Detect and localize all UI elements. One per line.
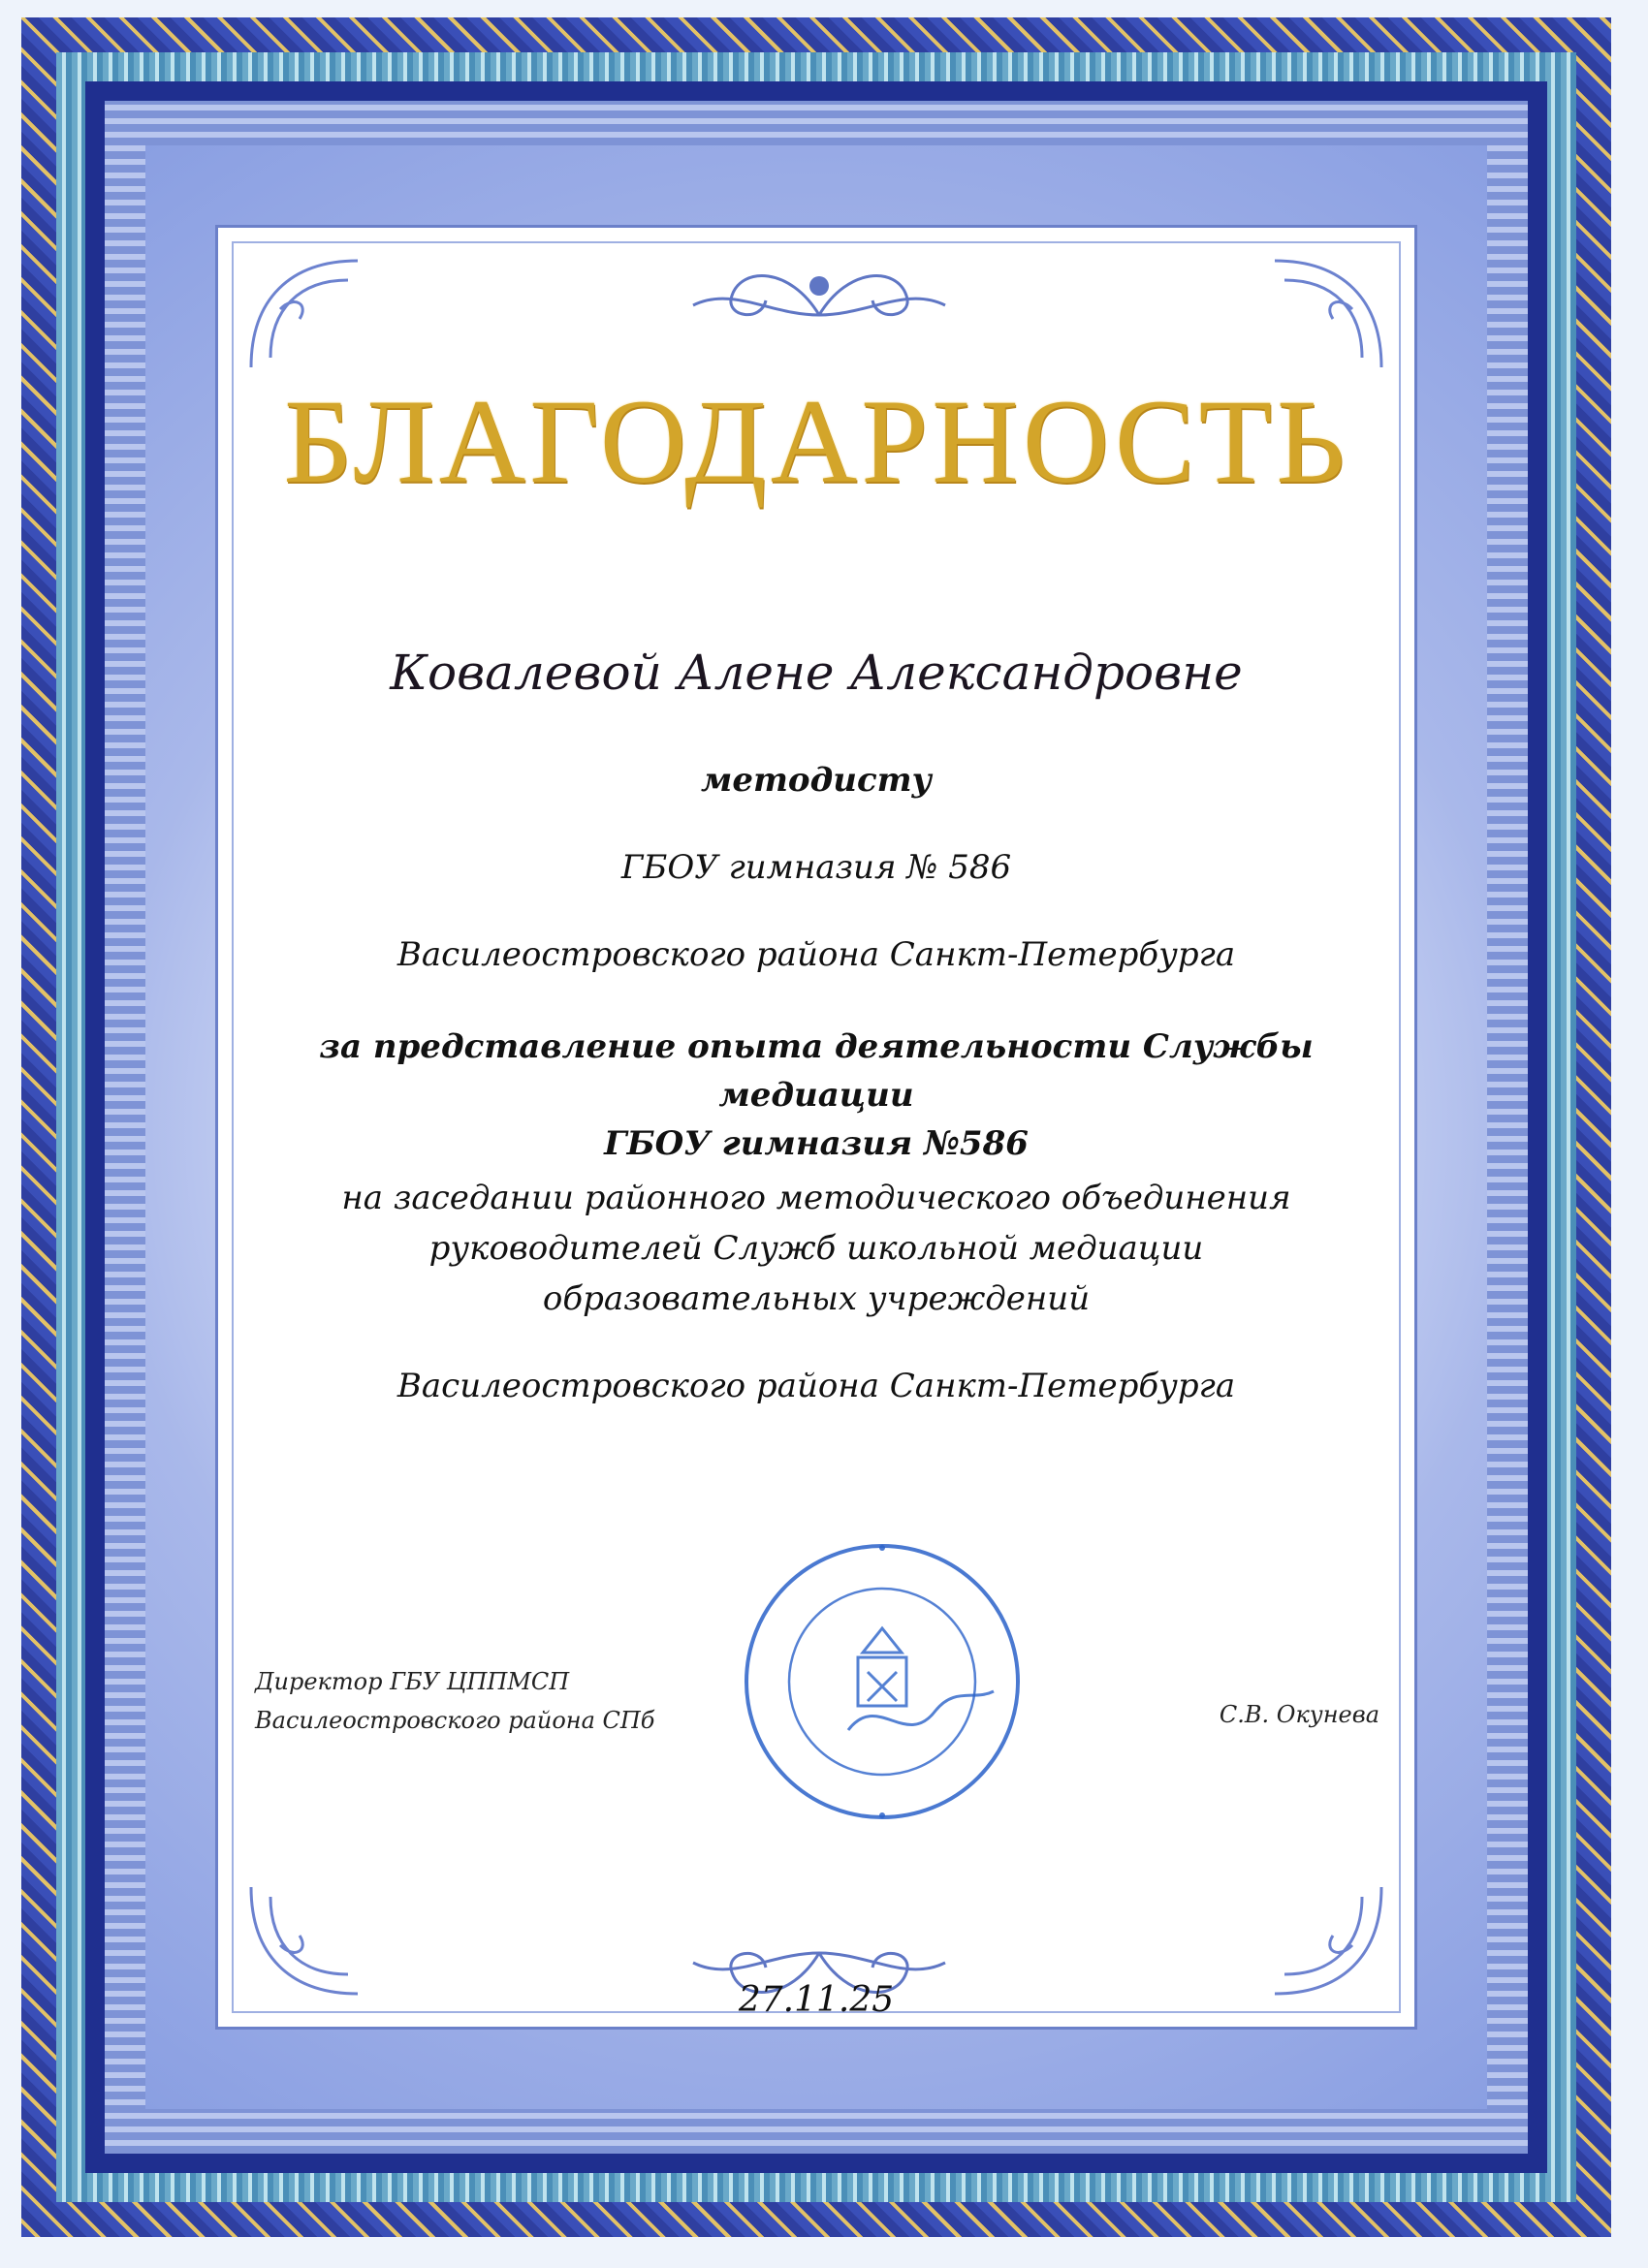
corner-ornament-top-left-icon <box>241 251 367 377</box>
district-name-repeat: Василеостровского района Санкт-Петербурга <box>396 1367 1236 1405</box>
reason-line-2: ГБОУ гимназия №586 <box>604 1124 1029 1163</box>
corner-ornament-top-right-icon <box>1265 251 1391 377</box>
signer-position-line-1: Директор ГБУ ЦППМСП <box>255 1668 570 1695</box>
meeting-line-2: руководителей Служб школьной медиации <box>428 1229 1204 1268</box>
reason-block <box>218 1023 1414 1168</box>
recipient-name: Ковалевой Алене Александровне <box>390 645 1243 701</box>
meeting-line-1: на заседании районного методического объединения <box>341 1179 1291 1217</box>
meeting-line-3: образовательных учреждений <box>542 1279 1091 1318</box>
meeting-block <box>218 1173 1414 1324</box>
issue-date: 27.11.25 <box>738 1980 895 2020</box>
signer-position-line-2: Василеостровского района СПб <box>255 1707 655 1734</box>
recipient-role: методисту <box>701 761 932 800</box>
top-scroll-ornament-icon <box>674 247 965 334</box>
official-stamp-icon <box>737 1536 1028 1827</box>
signer-name: С.В. Окунева <box>1219 1701 1379 1728</box>
signer-position <box>255 1662 654 1740</box>
certificate-paper <box>215 225 1417 2030</box>
district-name: Василеостровского района Санкт-Петербурга <box>396 935 1236 974</box>
school-name: ГБОУ гимназия № 586 <box>620 848 1012 887</box>
reason-line-1: за представление опыта деятельности Службы медиации <box>319 1027 1314 1115</box>
certificate-title: БЛАГОДАРНОСТЬ <box>283 375 1349 508</box>
